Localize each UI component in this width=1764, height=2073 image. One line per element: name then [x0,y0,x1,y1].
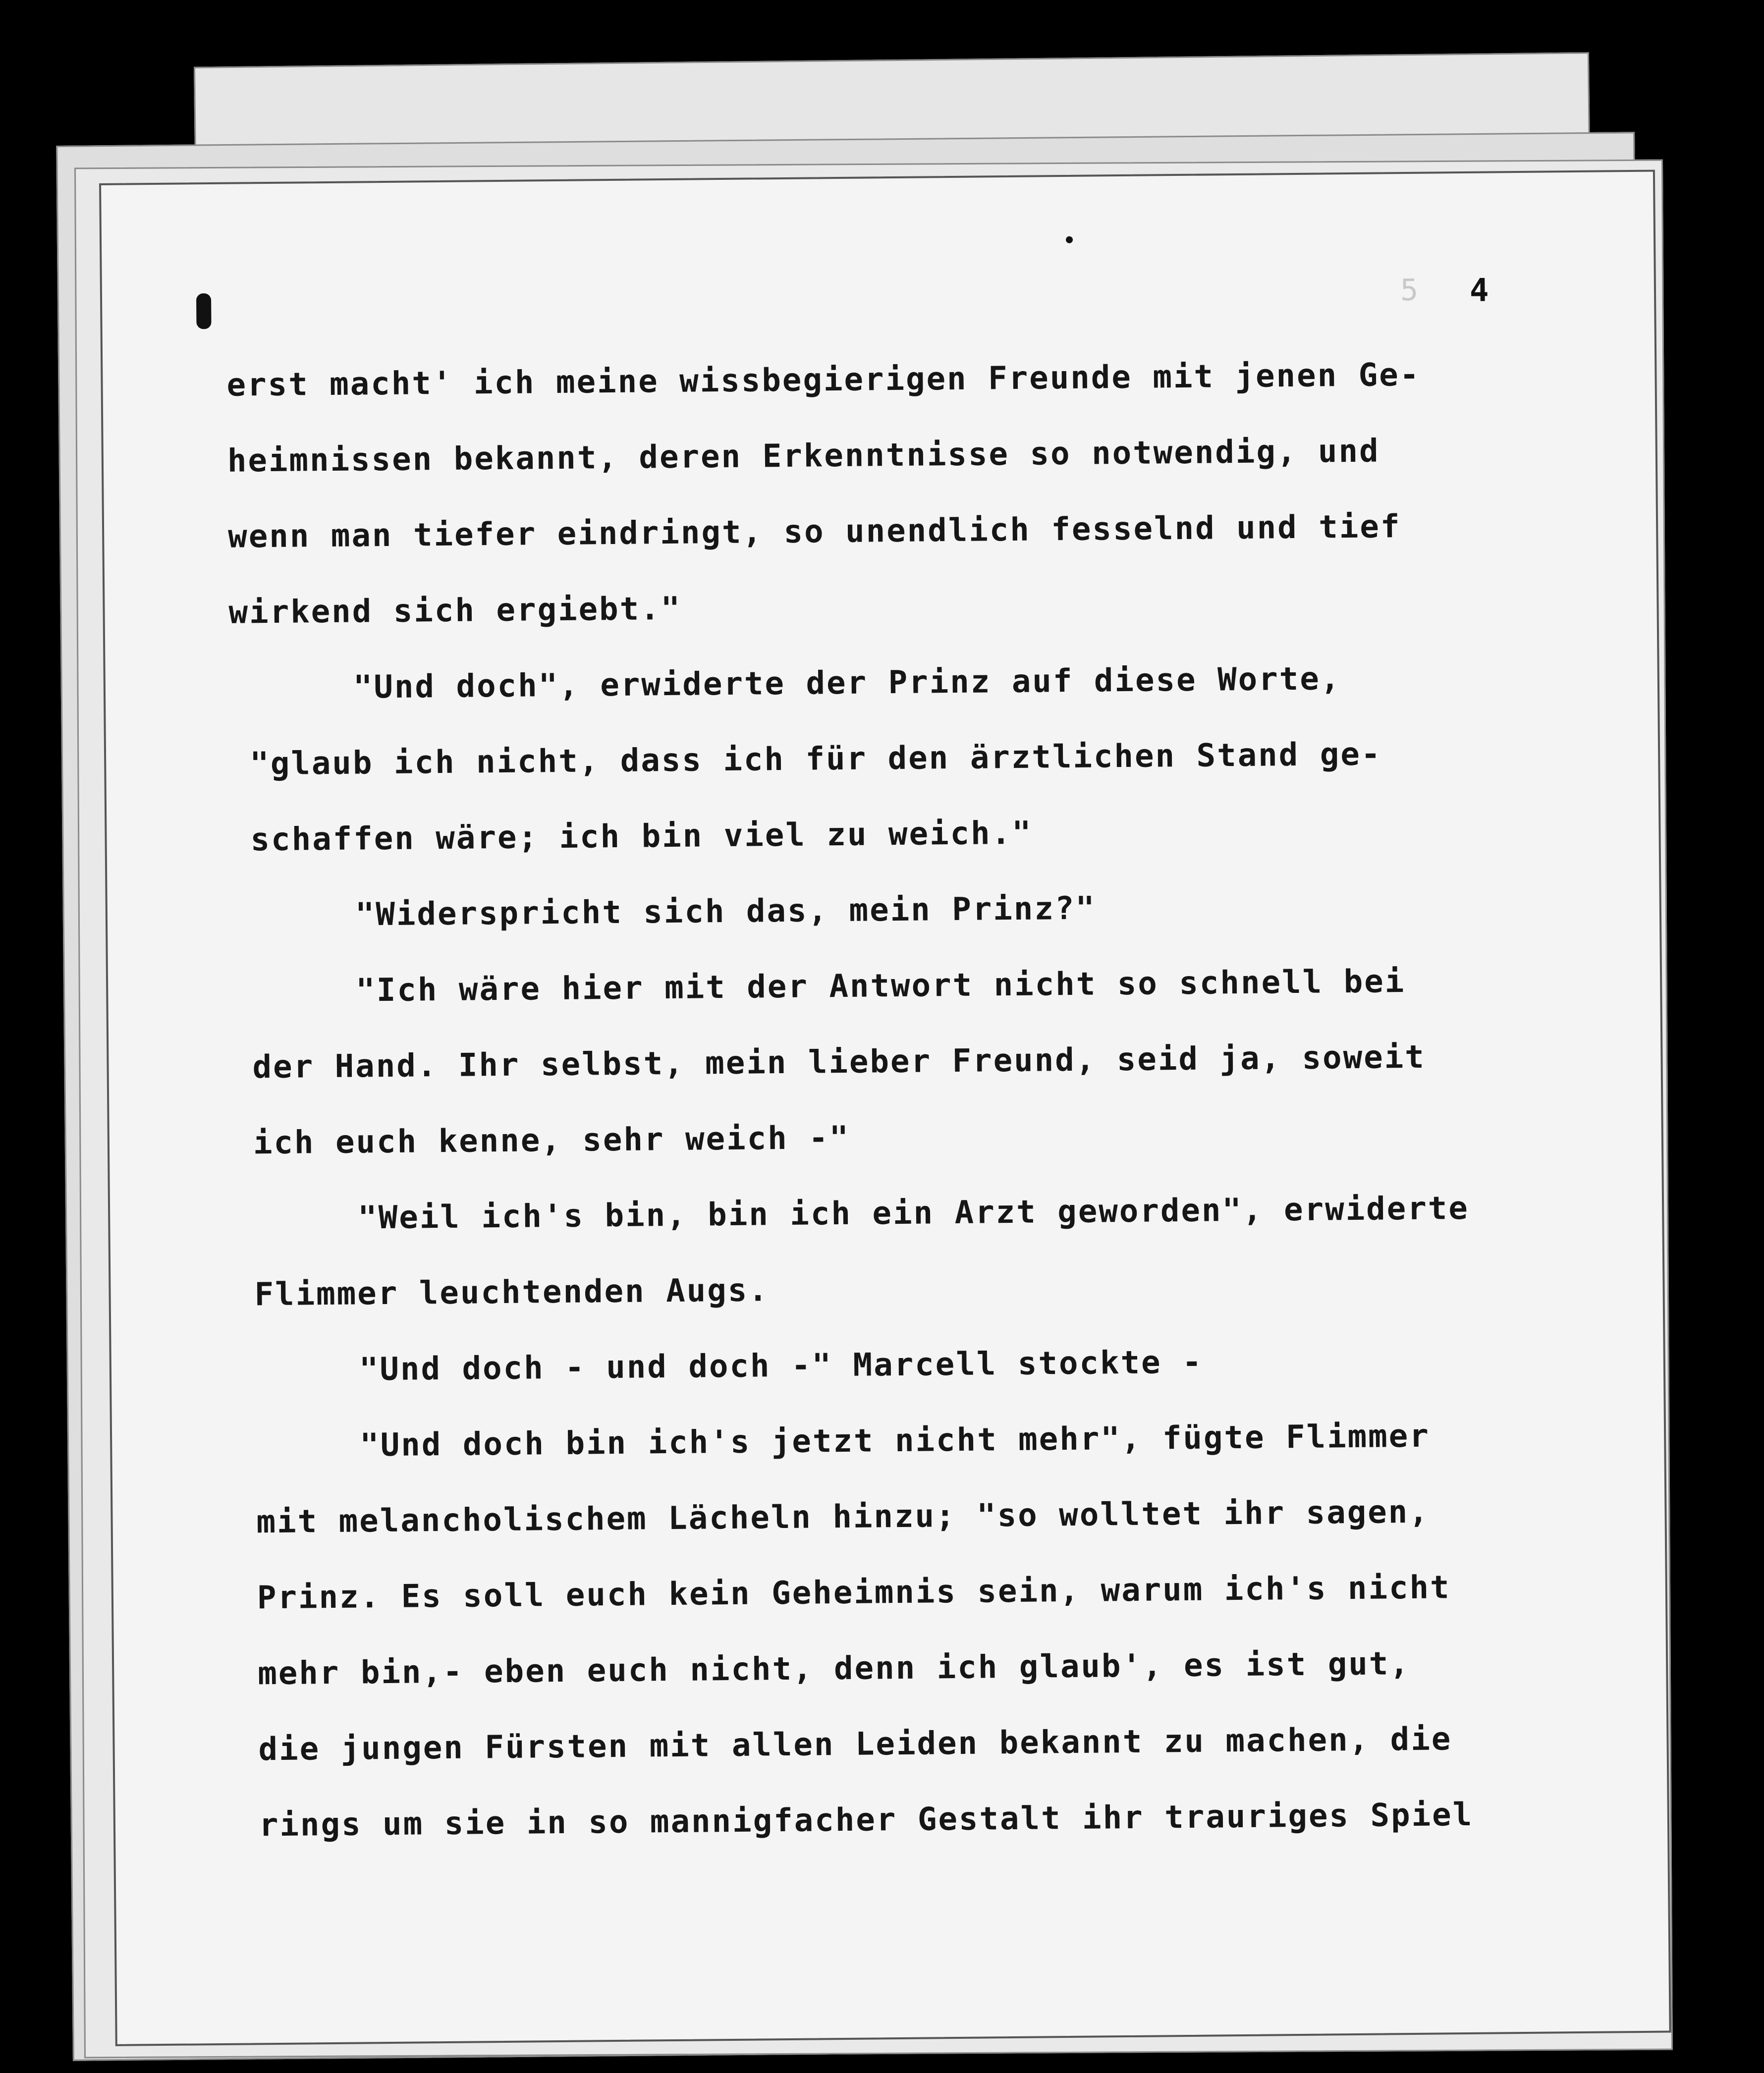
typewritten-page [99,170,1671,2046]
text-line: "Weil ich's bin, bin ich ein Arzt geworden", erwiderte [357,1190,1470,1237]
ink-mark [196,293,212,329]
body-text [226,335,1642,1864]
text-line: schaffen wäre; ich bin viel zu weich." [250,815,1033,859]
text-line: rings um sie in so mannigfacher Gestalt ihr trauriges Spiel [259,1796,1474,1844]
text-line: mit melancholischem Lächeln hinzu; "so wolltet ihr sagen, [256,1493,1430,1541]
text-line: "Widerspricht sich das, mein Prinz?" [355,890,1097,933]
text-line: Prinz. Es soll euch kein Geheimnis sein, warum ich's nicht [257,1569,1451,1617]
ink-dot [1066,236,1073,243]
text-line: wenn man tiefer eindringt, so unendlich fesselnd und tief [227,508,1401,555]
text-line: ich euch kenne, sehr weich -" [253,1119,850,1162]
text-line: mehr bin,- eben euch nicht, denn ich glaub', es ist gut, [257,1645,1411,1692]
text-line: heimnissen bekannt, deren Erkenntnisse so notwendig, und [227,433,1380,480]
text-line: der Hand. Ihr selbst, mein lieber Freund, seid ja, soweit [252,1038,1426,1086]
text-line: "Und doch - und doch -" Marcell stockte - [359,1344,1203,1388]
text-line: "Ich wäre hier mit der Antwort nicht so schnell bei [355,963,1406,1009]
text-line: "Und doch", erwiderte der Prinz auf diese Worte, [353,660,1341,706]
bleed-through-page-number: 5 [1400,273,1419,308]
text-line: die jungen Fürsten mit allen Leiden bekannt zu machen, die [258,1721,1452,1768]
text-line: "Und doch bin ich's jetzt nicht mehr", fügte Flimmer [359,1418,1431,1464]
text-line: erst macht' ich meine wissbegierigen Freunde mit jenen Ge- [226,356,1421,404]
text-line: "glaub ich nicht, dass ich für den ärztlichen Stand ge- [249,736,1382,783]
page-number: 4 [1469,272,1489,309]
text-line: Flimmer leuchtenden Augs. [254,1272,770,1313]
text-line: wirkend sich ergiebt." [228,590,682,631]
